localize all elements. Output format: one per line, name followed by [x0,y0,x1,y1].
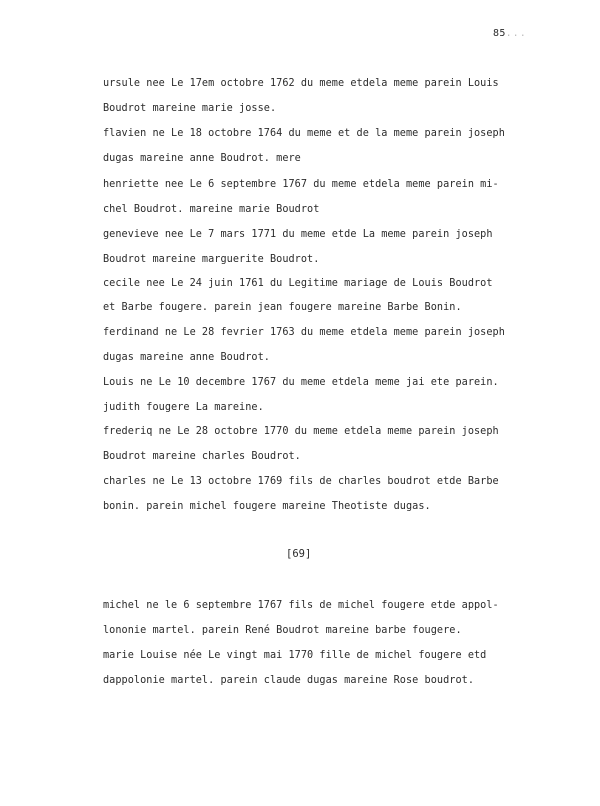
text-line: dugas mareine anne Boudrot. [103,352,270,363]
text-line: bonin. parein michel fougere mareine Theotiste dugas. [103,501,431,512]
text-line: lononie martel. parein René Boudrot mareine barbe fougere. [103,625,462,636]
page-number-suffix: ... [505,28,527,39]
text-line: chel Boudrot. mareine marie Boudrot [103,204,320,215]
text-line: charles ne Le 13 octobre 1769 fils de charles boudrot etde Barbe [103,476,499,487]
text-line: Louis ne Le 10 decembre 1767 du meme etdela meme jai ete parein. [103,377,499,388]
text-line: judith fougere La mareine. [103,402,264,413]
page-number [493,28,527,39]
section-marker: [69] [286,548,312,560]
page-number-value: 85 [493,28,506,39]
text-line: Boudrot mareine charles Boudrot. [103,451,301,462]
text-line: dugas mareine anne Boudrot. mere [103,153,301,164]
text-line: cecile nee Le 24 juin 1761 du Legitime mariage de Louis Boudrot [103,278,493,289]
text-line: henriette nee Le 6 septembre 1767 du meme etdela meme parein mi- [103,179,499,190]
text-line: ferdinand ne Le 28 fevrier 1763 du meme etdela meme parein joseph [103,327,505,338]
text-line: frederiq ne Le 28 octobre 1770 du meme etdela meme parein joseph [103,426,499,437]
text-line: ursule nee Le 17em octobre 1762 du meme etdela meme parein Louis [103,78,499,89]
text-line: michel ne le 6 septembre 1767 fils de michel fougere etde appol- [103,600,499,611]
text-line: Boudrot mareine marie josse. [103,103,277,114]
text-line: flavien ne Le 18 octobre 1764 du meme et de la meme parein joseph [103,128,505,139]
text-line: dappolonie martel. parein claude dugas mareine Rose boudrot. [103,675,475,686]
text-line: Boudrot mareine marguerite Boudrot. [103,254,320,265]
text-line: genevieve nee Le 7 mars 1771 du meme etde La meme parein joseph [103,229,493,240]
text-line: marie Louise née Le vingt mai 1770 fille de michel fougere etd [103,650,487,661]
text-line: et Barbe fougere. parein jean fougere mareine Barbe Bonin. [103,302,462,313]
